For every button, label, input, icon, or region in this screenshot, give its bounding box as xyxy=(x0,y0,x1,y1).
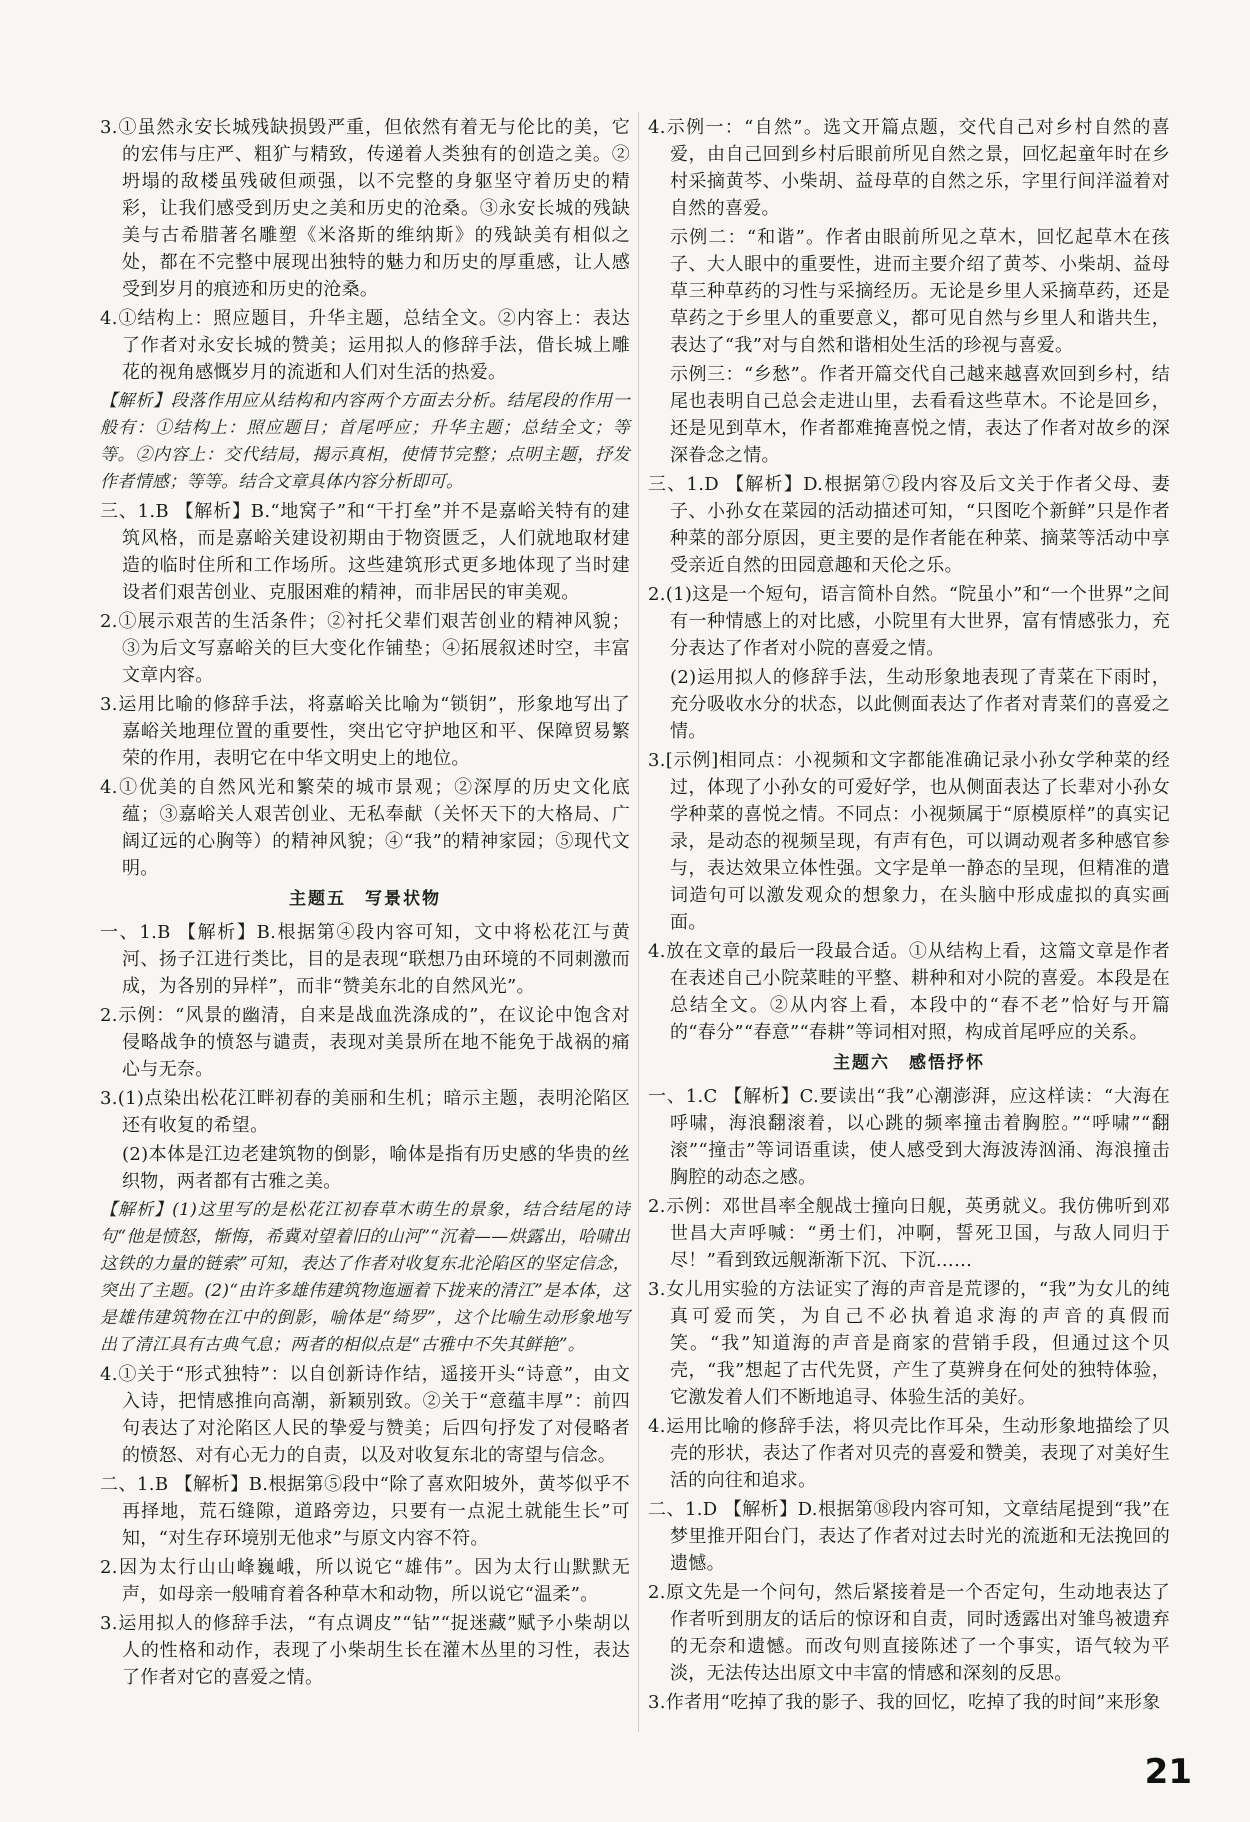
answer-paragraph: 4.①关于“形式独特”：以自创新诗作结，遥接开头“诗意”，由文入诗，把情感推向高潮，新颖别致。②关于“意蕴丰厚”：前四句表达了对沦陷区人民的挚爱与赞美；后四句抒发了对侵略者的愤怒、对有心无力的自责，以及对收复东北的寄望与信念。 xyxy=(100,1364,630,1466)
answer-paragraph: 2.(1)这是一个短句，语言简朴自然。“院虽小”和“一个世界”之间有一种情感上的对比感，小院里有大世界，富有情感张力，充分表达了作者对小院的喜爱之情。 xyxy=(648,584,1170,659)
answer-paragraph: 2.示例：邓世昌率全舰战士撞向日舰，英勇就义。我仿佛听到邓世昌大声呼喊：“勇士们，冲啊，誓死卫国，与敌人同归于尽！”看到致远舰渐渐下沉、下沉…… xyxy=(648,1196,1170,1271)
answer-paragraph: 4.示例一：“自然”。选文开篇点题，交代自己对乡村自然的喜爱，由自己回到乡村后眼前所见自然之景，回忆起童年时在乡村采摘黄芩、小柴胡、益母草的自然之乐，字里行间洋溢着对自然的喜爱。 xyxy=(648,117,1170,219)
right-column xyxy=(648,114,1170,1718)
answer-paragraph: 3.[示例]相同点：小视频和文字都能准确记录小孙女学种菜的经过，体现了小孙女的可爱好学，也从侧面表达了长辈对小孙女学种菜的喜悦之情。不同点：小视频属于“原模原样”的真实记录，是动态的视频呈现，有声有色，可以调动观者多种感官参与，表达效果立体性强。文字是单一静态的呈现，但精准的遣词造句可以激发观众的想象力，在头脑中形成虚拟的真实画面。 xyxy=(648,750,1170,933)
page-number: 21 xyxy=(1144,1752,1192,1792)
answer-paragraph: 一、1.C 【解析】C.要读出“我”心潮澎湃，应这样读：“大海在呼啸，海浪翻滚着，以心跳的频率撞击着胸腔。”“呼啸”“翻滚”“撞击”等词语重读，使人感受到大海波涛汹涌、海浪撞击胸腔的动态之感。 xyxy=(648,1086,1170,1188)
answer-paragraph: 3.运用比喻的修辞手法，将嘉峪关比喻为“锁钥”，形象地写出了嘉峪关地理位置的重要性，突出它守护地区和平、保障贸易繁荣的作用，表明它在中华文明史上的地位。 xyxy=(100,694,630,769)
answer-paragraph: 4.运用比喻的修辞手法，将贝壳比作耳朵，生动形象地描绘了贝壳的形状，表达了作者对贝壳的喜爱和赞美，表现了对美好生活的向往和追求。 xyxy=(648,1416,1170,1491)
answer-paragraph: 3.(1)点染出松花江畔初春的美丽和生机；暗示主题，表明沦陷区还有收复的希望。 xyxy=(100,1088,630,1136)
answer-paragraph: 2.因为太行山山峰巍峨，所以说它“雄伟”。因为太行山默默无声，如母亲一般哺育着各种草木和动物，所以说它“温柔”。 xyxy=(100,1557,630,1605)
answer-paragraph: 3.女儿用实验的方法证实了海的声音是荒谬的，“我”为女儿的纯真可爱而笑，为自己不必执着追求海的声音的真假而笑。“我”知道海的声音是商家的营销手段，但通过这个贝壳，“我”想起了古代先贤，产生了莫辨身在何处的独特体验，它激发着人们不断地追寻、体验生活的美好。 xyxy=(648,1279,1170,1408)
answer-paragraph: 2.示例：“风景的幽清，自来是战血洗涤成的”，在议论中饱含对侵略战争的愤怒与谴责，表现对美景所在地不能免于战祸的痛心与无奈。 xyxy=(100,1005,630,1080)
answer-paragraph: 二、1.B 【解析】B.根据第⑤段中“除了喜欢阳坡外，黄芩似乎不再择地，荒石缝隙，道路旁边，只要有一点泥土就能生长”可知，“对生存环境别无他求”与原文内容不符。 xyxy=(100,1474,630,1549)
analysis-paragraph: 【解析】(1)这里写的是松花江初春草木萌生的景象，结合结尾的诗句“他是愤怒，惭悔，希冀对望着旧的山河”“沉着——烘露出，哈啸出这铁的力量的链索”可知，表达了作者对收复东北沦陷区的坚定信念，突出了主题。(2)“由许多雄伟建筑物迤逦着下拢来的清江”是本体，这是雄伟建筑物在江中的倒影，喻体是“绮罗”，这个比喻生动形象地写出了清江具有古典气息；两者的相似点是“古雅中不失其鲜艳”。 xyxy=(100,1200,630,1355)
answer-paragraph: 3.①虽然永安长城残缺损毁严重，但依然有着无与伦比的美，它的宏伟与庄严、粗犷与精致，传递着人类独有的创造之美。②坍塌的敌楼虽残破但顽强，以不完整的身躯坚守着历史的精彩，让我们感受到历史之美和历史的沧桑。③永安长城的残缺美与古希腊著名雕塑《米洛斯的维纳斯》的残缺美有相似之处，都在不完整中展现出独特的魅力和历史的厚重感，让人感受到岁月的痕迹和历史的沧桑。 xyxy=(100,117,630,300)
answer-paragraph: 三、1.D 【解析】D.根据第⑦段内容及后文关于作者父母、妻子、小孙女在菜园的活动描述可知，“只图吃个新鲜”只是作者种菜的部分原因，更主要的是作者能在种菜、摘菜等活动中享受亲近自然的田园意趣和天伦之乐。 xyxy=(648,474,1170,576)
answer-paragraph: 4.①结构上：照应题目，升华主题，总结全文。②内容上：表达了作者对永安长城的赞美；运用拟人的修辞手法，借长城上雕花的视角感慨岁月的流逝和人们对生活的热爱。 xyxy=(100,308,630,383)
answer-paragraph: 4.放在文章的最后一段最合适。①从结构上看，这篇文章是作者在表述自己小院菜畦的平整、耕种和对小院的喜爱。本段是在总结全文。②从内容上看，本段中的“春不老”恰好与开篇的“春分”“春意”“春耕”等词相对照，构成首尾呼应的关系。 xyxy=(648,941,1170,1043)
answer-paragraph: 三、1.B 【解析】B.“地窝子”和“干打垒”并不是嘉峪关特有的建筑风格，而是嘉峪关建设初期由于物资匮乏，人们就地取材建造的临时住所和工作场所。这些建筑形式更多地体现了当时建设者们艰苦创业、克服困难的精神，而非居民的审美观。 xyxy=(100,501,630,603)
answer-paragraph: 3.运用拟人的修辞手法，“有点调皮”“钻”“捉迷藏”赋予小柴胡以人的性格和动作，表现了小柴胡生长在灌木丛里的习性，表达了作者对它的喜爱之情。 xyxy=(100,1613,630,1688)
answer-paragraph: 4.①优美的自然风光和繁荣的城市景观；②深厚的历史文化底蕴；③嘉峪关人艰苦创业、无私奉献（关怀天下的大格局、广阔辽远的心胸等）的精神风貌；④“我”的精神家园；⑤现代文明。 xyxy=(100,777,630,879)
analysis-paragraph: 【解析】段落作用应从结构和内容两个方面去分析。结尾段的作用一般有：①结构上：照应题目；首尾呼应；升华主题；总结全文；等等。②内容上：交代结局，揭示真相，使情节完整；点明主题，抒发作者情感；等等。结合文章具体内容分析即可。 xyxy=(100,391,630,492)
answer-paragraph: 示例三：“乡愁”。作者开篇交代自己越来越喜欢回到乡村，结尾也表明自己总会走进山里，去看看这些草木。不论是回乡，还是见到草木，作者都难掩喜悦之情，表达了作者对故乡的深深眷念之情。 xyxy=(670,364,1170,466)
answer-paragraph: 二、1.D 【解析】D.根据第⑱段内容可知，文章结尾提到“我”在梦里推开阳台门，表达了作者对过去时光的流逝和无法挽回的遗憾。 xyxy=(648,1499,1170,1574)
section-heading: 主题六 感悟抒怀 xyxy=(833,1053,985,1073)
answer-paragraph: 示例二：“和谐”。作者由眼前所见之草木，回忆起草木在孩子、大人眼中的重要性，进而主要介绍了黄芩、小柴胡、益母草三种草药的习性与采摘经历。无论是乡里人采摘草药，还是草药之于乡里人的重要意义，都可见自然与乡里人和谐共生，表达了“我”对与自然和谐相处生活的珍视与喜爱。 xyxy=(670,227,1170,356)
answer-paragraph: 一、1.B 【解析】B.根据第④段内容可知，文中将松花江与黄河、扬子江进行类比，目的是表现“联想乃由环境的不同刺激而成，为各别的异样”，而非“赞美东北的自然风光”。 xyxy=(100,922,630,997)
answer-paragraph: 2.①展示艰苦的生活条件；②衬托父辈们艰苦创业的精神风貌；③为后文写嘉峪关的巨大变化作铺垫；④拓展叙述时空，丰富文章内容。 xyxy=(100,611,630,686)
answer-paragraph: 2.原文先是一个问句，然后紧接着是一个否定句，生动地表达了作者听到朋友的话后的惊讶和自责，同时透露出对雏鸟被遗弃的无奈和遗憾。而改句则直接陈述了一个事实，语气较为平淡，无法传达出原文中丰富的情感和深刻的反思。 xyxy=(648,1582,1170,1684)
answer-paragraph: (2)运用拟人的修辞手法，生动形象地表现了青菜在下雨时，充分吸收水分的状态，以此侧面表达了作者对青菜们的喜爱之情。 xyxy=(670,667,1170,742)
answer-paragraph: (2)本体是江边老建筑物的倒影，喻体是指有历史感的华贵的丝织物，两者都有古雅之美。 xyxy=(122,1144,630,1192)
section-heading: 主题五 写景状物 xyxy=(289,889,441,909)
column-divider xyxy=(638,112,639,1732)
answer-paragraph: 3.作者用“吃掉了我的影子、我的回忆，吃掉了我的时间”来形象 xyxy=(648,1692,1161,1713)
left-column xyxy=(100,114,630,1693)
